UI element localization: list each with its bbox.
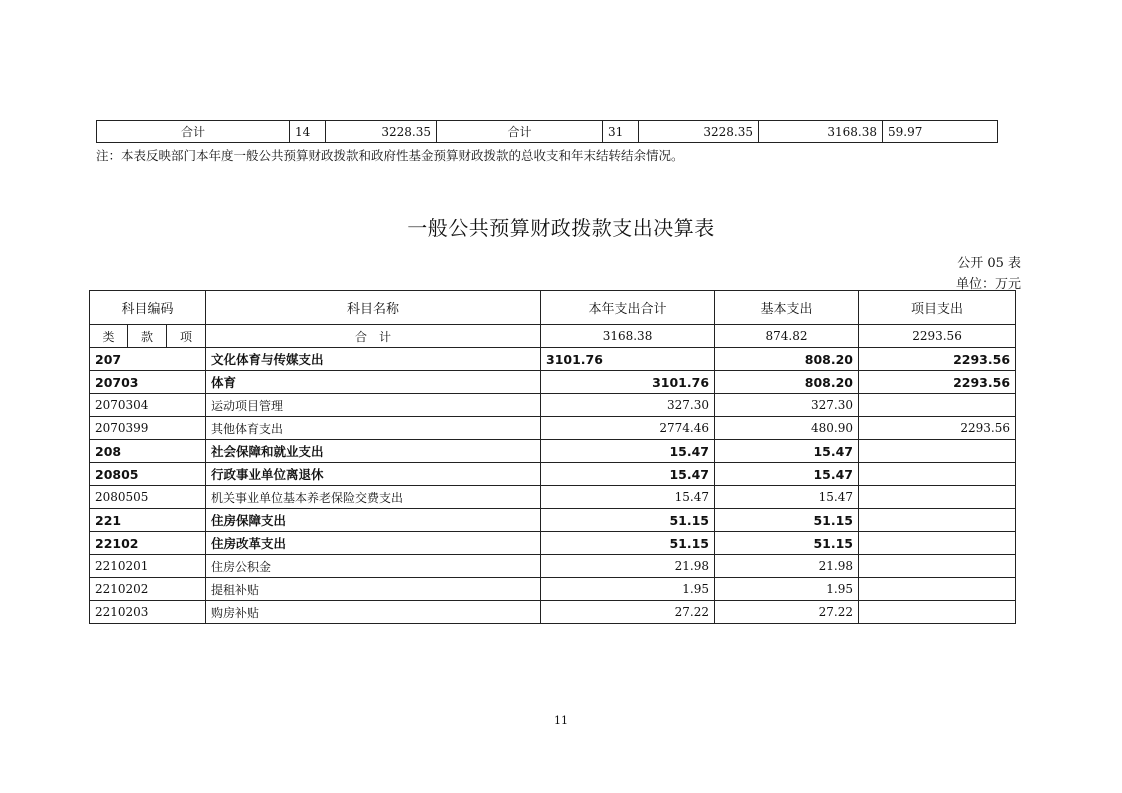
row-total: 15.47 xyxy=(541,463,715,486)
row-name: 购房补贴 xyxy=(206,601,541,624)
summary-expense-subtotal: 3168.38 xyxy=(759,121,883,143)
row-name: 住房公积金 xyxy=(206,555,541,578)
row-basic: 1.95 xyxy=(715,578,859,601)
header-row xyxy=(90,291,1016,325)
row-total: 21.98 xyxy=(541,555,715,578)
row-code: 208 xyxy=(90,440,206,463)
row-basic: 27.22 xyxy=(715,601,859,624)
row-code: 221 xyxy=(90,509,206,532)
row-total: 2774.46 xyxy=(541,417,715,440)
row-name: 提租补贴 xyxy=(206,578,541,601)
subheader-lei: 类 xyxy=(90,325,128,348)
table-row xyxy=(90,532,1016,555)
header-code: 科目编码 xyxy=(90,291,206,325)
row-basic: 51.15 xyxy=(715,509,859,532)
summary-row xyxy=(97,121,998,143)
unit-label: 单位：万元 xyxy=(955,277,1021,292)
subheader-basic: 874.82 xyxy=(715,325,859,348)
income-expense-summary-table xyxy=(96,120,998,143)
page-number: 11 xyxy=(554,714,568,727)
row-name: 住房改革支出 xyxy=(206,532,541,555)
table-row xyxy=(90,509,1016,532)
row-name: 文化体育与传媒支出 xyxy=(206,348,541,371)
row-total: 27.22 xyxy=(541,601,715,624)
subheader-total: 3168.38 xyxy=(541,325,715,348)
header-basic: 基本支出 xyxy=(715,291,859,325)
row-code: 207 xyxy=(90,348,206,371)
table-row xyxy=(90,394,1016,417)
row-total: 3101.76 xyxy=(541,371,715,394)
row-project xyxy=(859,486,1016,509)
row-project xyxy=(859,555,1016,578)
row-project: 2293.56 xyxy=(859,417,1016,440)
row-code: 2210201 xyxy=(90,555,206,578)
subheader-total-label: 合 计 xyxy=(206,325,541,348)
row-code: 22102 xyxy=(90,532,206,555)
subheader-xiang: 项 xyxy=(167,325,206,348)
row-basic: 15.47 xyxy=(715,463,859,486)
row-name: 运动项目管理 xyxy=(206,394,541,417)
row-total: 15.47 xyxy=(541,486,715,509)
row-project xyxy=(859,532,1016,555)
row-name: 其他体育支出 xyxy=(206,417,541,440)
row-total: 51.15 xyxy=(541,532,715,555)
row-code: 2210203 xyxy=(90,601,206,624)
row-basic: 15.47 xyxy=(715,440,859,463)
row-code: 2070304 xyxy=(90,394,206,417)
row-code: 20703 xyxy=(90,371,206,394)
summary-expense-label: 合计 xyxy=(437,121,603,143)
row-basic: 327.30 xyxy=(715,394,859,417)
row-project xyxy=(859,601,1016,624)
header-name: 科目名称 xyxy=(206,291,541,325)
table-row xyxy=(90,440,1016,463)
row-basic: 480.90 xyxy=(715,417,859,440)
subheader-row xyxy=(90,325,1016,348)
row-total: 3101.76 xyxy=(541,348,715,371)
row-project xyxy=(859,578,1016,601)
row-project xyxy=(859,440,1016,463)
row-name: 住房保障支出 xyxy=(206,509,541,532)
row-project: 2293.56 xyxy=(859,371,1016,394)
row-project xyxy=(859,509,1016,532)
summary-income-amount: 3228.35 xyxy=(326,121,437,143)
row-code: 2080505 xyxy=(90,486,206,509)
row-project xyxy=(859,463,1016,486)
row-code: 2210202 xyxy=(90,578,206,601)
row-code: 20805 xyxy=(90,463,206,486)
summary-balance: 59.97 xyxy=(883,121,998,143)
row-basic: 51.15 xyxy=(715,532,859,555)
subheader-project: 2293.56 xyxy=(859,325,1016,348)
row-name: 体育 xyxy=(206,371,541,394)
row-total: 1.95 xyxy=(541,578,715,601)
summary-expense-total: 3228.35 xyxy=(639,121,759,143)
row-total: 327.30 xyxy=(541,394,715,417)
summary-income-line: 14 xyxy=(290,121,326,143)
row-name: 社会保障和就业支出 xyxy=(206,440,541,463)
table-row xyxy=(90,601,1016,624)
table-row xyxy=(90,578,1016,601)
table-row xyxy=(90,555,1016,578)
table-row xyxy=(90,371,1016,394)
header-total: 本年支出合计 xyxy=(541,291,715,325)
subheader-kuan: 款 xyxy=(128,325,167,348)
summary-expense-line: 31 xyxy=(603,121,639,143)
table-note: 注：本表反映部门本年度一般公共预算财政拨款和政府性基金预算财政拨款的总收支和年末结转结余情况。 xyxy=(96,148,684,163)
page-title: 一般公共预算财政拨款支出决算表 xyxy=(407,216,715,240)
header-project: 项目支出 xyxy=(859,291,1016,325)
row-basic: 808.20 xyxy=(715,348,859,371)
row-name: 行政事业单位离退休 xyxy=(206,463,541,486)
row-project: 2293.56 xyxy=(859,348,1016,371)
row-total: 15.47 xyxy=(541,440,715,463)
summary-income-label: 合计 xyxy=(97,121,290,143)
table-row xyxy=(90,417,1016,440)
row-name: 机关事业单位基本养老保险交费支出 xyxy=(206,486,541,509)
expenditure-table xyxy=(89,290,1016,624)
row-basic: 15.47 xyxy=(715,486,859,509)
table-code: 公开 05 表 xyxy=(957,256,1021,271)
row-code: 2070399 xyxy=(90,417,206,440)
row-basic: 808.20 xyxy=(715,371,859,394)
table-row xyxy=(90,486,1016,509)
table-row xyxy=(90,463,1016,486)
row-basic: 21.98 xyxy=(715,555,859,578)
row-total: 51.15 xyxy=(541,509,715,532)
table-row xyxy=(90,348,1016,371)
row-project xyxy=(859,394,1016,417)
